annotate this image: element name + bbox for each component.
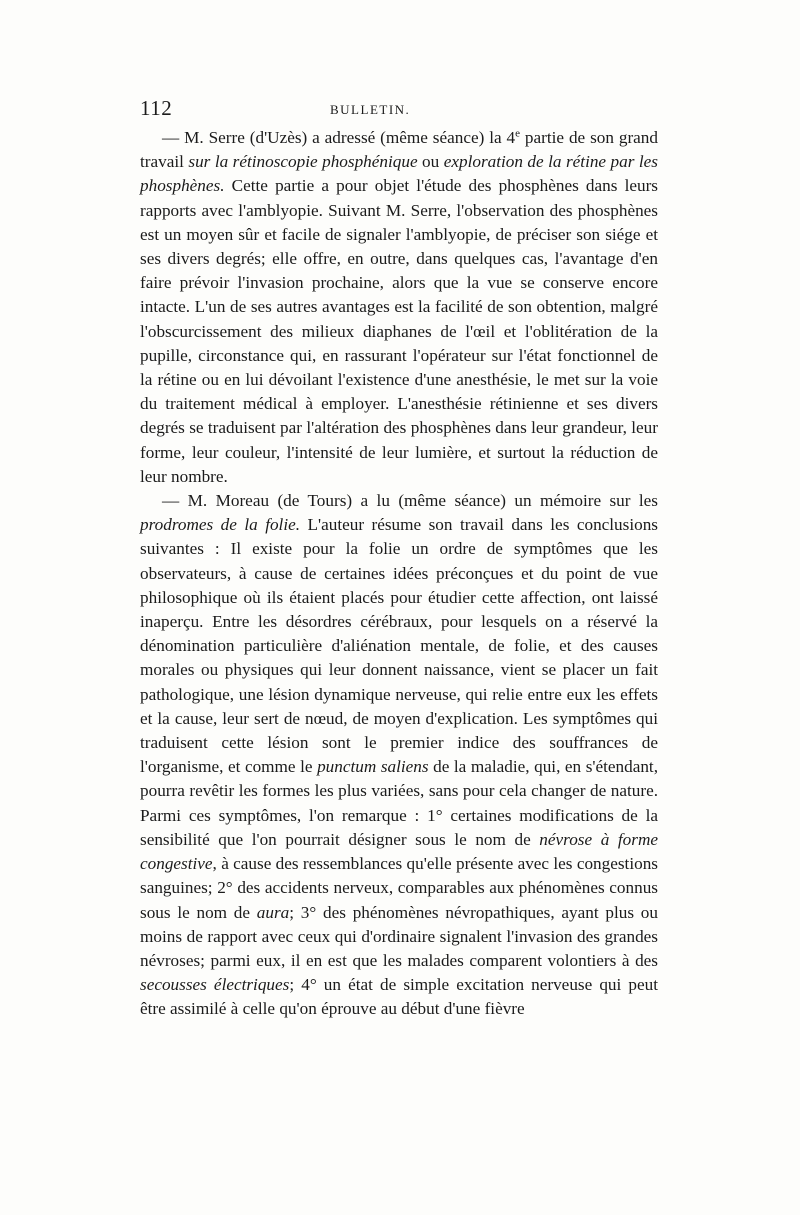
italic-text: prodromes de la folie. (140, 515, 301, 535)
italic-text: punctum saliens (317, 757, 429, 777)
paragraph-serre (140, 126, 658, 489)
text-run: L'auteur résume son travail dans les conclusions suivantes : Il existe pour la folie un ordre de symptômes que les observateurs, à cause de certaines idées préconçues et du point de vue philosophique où ils étaient placés pour étudier cette affection, ont laissé inaperçu. Entre les désordres cérébraux, pour lesquels on a réservé la dénomination particulière d'aliénation mentale, de folie, et des causes morales ou physiques qui leur donnent naissance, vient se placer un fait pathologique, une lésion dynamique nerveuse, qui relie entre eux les effets et la cause, leur sert de nœud, de moyen d'explication. Les symptômes qui traduisent cette lésion sont le premier indice des souffrances de l'organisme, et comme le (140, 515, 658, 777)
text-run: ou (417, 152, 444, 172)
italic-text: exploration de la rétine par les phosphènes. (140, 152, 658, 196)
page-header (140, 96, 658, 126)
text-run: , à cause des ressemblances qu'elle présente avec les congestions sanguines; 2° des accidents nerveux, comparables aux phénomènes connus sous le nom de (140, 854, 658, 922)
text-run: ; 4° un état de simple excitation nerveuse qui peut être assimilé à celle qu'on éprouve au début d'une fièvre (140, 975, 658, 1019)
text-run: — M. Serre (d'Uzès) a adressé (même séance) la 4 (162, 128, 516, 147)
italic-text: névrose à forme congestive (140, 829, 658, 874)
body-text (140, 126, 658, 1022)
superscript: e (515, 127, 521, 140)
text-run: ; 3° des phénomènes névropathiques, ayant plus ou moins de rapport avec ceux qui d'ordinaire signalent l'invasion des grandes névroses; parmi eux, il en est que les malades comparent volontiers à des (140, 902, 658, 970)
text-run: de la maladie, qui, en s'étendant, pourra revêtir les formes les plus variées, sans pour cela changer de nature. Parmi ces symptômes, l'on remarque : 1° certaines modifications de la sensibilité que l'on pourrait désigner sous le nom de (140, 757, 659, 849)
italic-text: aura (256, 902, 290, 922)
text-run: — M. Moreau (de Tours) a lu (même séance) un mémoire sur les (162, 491, 658, 511)
page-number: 112 (140, 96, 173, 120)
text-run: Cette partie a pour objet l'étude des phosphènes dans leurs rapports avec l'amblyopie. Suivant M. Serre, l'observation des phosphènes est un moyen sûr et facile de signaler l'amblyopie, de préciser son siége et ses divers degrés; elle offre, en outre, dans quelques cas, l'avantage d'en faire prévoir l'invasion prochaine, alors que la vue se conserve encore intacte. L'un de ses autres avantages est la facilité de son obtention, malgré l'obscurcissement des milieux diaphanes de l'œil et l'oblitération de la pupille, circonstance qui, en rassurant l'opérateur sur l'état fonctionnel de la rétine ou en lui dévoilant l'existence d'une anesthésie, le met sur la voie du traitement médical à employer. L'anesthésie rétinienne et ses divers degrés se traduisent par l'altération des phosphènes dans leur grandeur, leur forme, leur couleur, l'intensité de leur lumière, et surtout la réduction de leur nombre. (140, 176, 658, 486)
italic-text: sur la rétinoscopie phosphénique (188, 152, 418, 172)
italic-text: secousses électriques (140, 975, 290, 995)
text-run: partie de son grand travail (140, 128, 658, 172)
paragraph-moreau (140, 489, 658, 1021)
running-title: BULLETIN. (330, 102, 411, 117)
document-page (140, 96, 658, 1022)
